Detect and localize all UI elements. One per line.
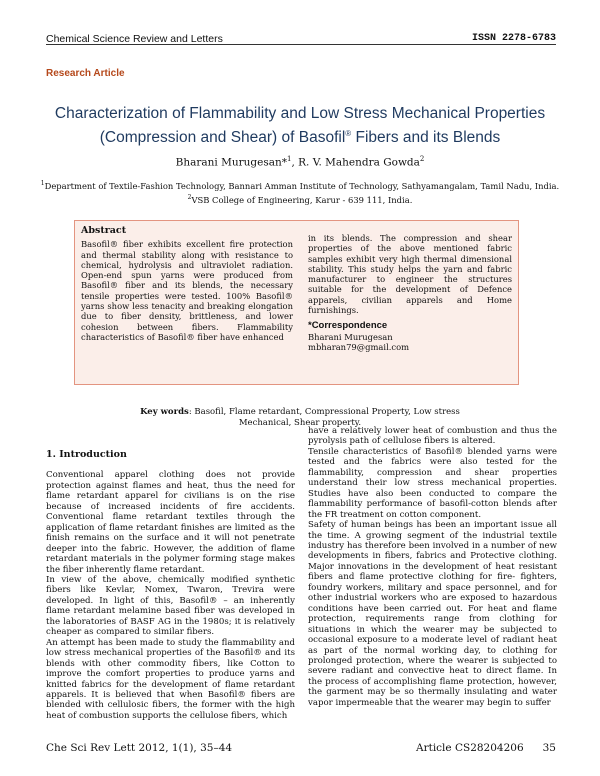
author-list: Bharani Murugesan*$^1$, R. V. Mahendra Gowda$^2$ [175, 155, 425, 169]
paragraph: Conventional apparel clothing does not provide protection against flames and heat, thus the need for flame retardant apparel for civilians is on the rise because of increased incidents of fire accidents. Conventional flame retardant textiles through the application of flame retardant finishes are limited as the finish remains on the surface and it will not penetrate deeper into the fabric. However, the addition of flame retardant materials in the polymer forming stage makes the fiber inherently flame retardant. [46, 470, 295, 575]
abstract-box [74, 220, 519, 385]
paragraph: An attempt has been made to study the flammability and low stress mechanical properties of the Basofil® and its blends with other commodity fibers, like Cotton to improve the comfort properties to produce yarns and knitted fabrics for the development of flame retardant apparels. It is believed that when Basofil® fibers are blended with cellulosic fibers, the former with the high heat of combustion supports the cellulose fibers, which [46, 637, 295, 721]
title-line-1: Characterization of Flammability and Low Stress Mechanical Properties [54, 105, 546, 122]
section-heading-introduction: 1. Introduction [46, 449, 127, 460]
paragraph: have a relatively lower heat of combustion and thus the pyrolysis path of cellulose fibers is altered. [308, 426, 557, 447]
body-right-column [308, 426, 557, 708]
abstract-text-right: in its blends. The compression and shear properties of the above mentioned fabric samples exhibit very high thermal dimensional stability. This study helps the yarn and fabric manufacturer to engineer the structures suitable for the development of Defence apparels, civilian apparels and Home furnishings. [308, 233, 512, 316]
abstract-right-column [308, 233, 512, 352]
citation: Che Sci Rev Lett 2012, 1(1), 35–44 [46, 742, 233, 754]
paragraph: In view of the above, chemically modified synthetic fibers like Kevlar, Nomex, Twaron, Trevira were developed. In light of this, Basofil® – an inherently flame retardant melamine based fiber was developed in the laboratories of BASF AG in the 1980s; it is relatively cheaper as compared to similar fibers. [46, 574, 295, 638]
journal-name: Chemical Science Review and Letters [46, 33, 223, 45]
paragraph: Tensile characteristics of Basofil® blended yarns were tested and the fabrics were also tested for the flammability, compression and shear properties understand their low stress mechanical properties. Studies have also been conducted to compare the flammability performance of basofil-cotton blends after the FR treatment on cotton component. [308, 446, 557, 520]
body-left-column [46, 450, 295, 721]
abstract-left-column [81, 226, 293, 342]
header-rule [46, 44, 556, 45]
author-1: Bharani Murugesan* [175, 156, 287, 169]
correspondence-heading: *Correspondence [308, 320, 388, 332]
keywords-label: Key words [140, 407, 189, 417]
correspondence-name: Bharani Murugesan [308, 331, 393, 342]
correspondence-email[interactable]: mbharan79@gmail.com [308, 341, 410, 352]
page-number: 35 [542, 742, 556, 754]
affiliation-2: $^2$VSB College of Engineering, Karur - 639 111, India. [187, 194, 413, 205]
paragraph: Safety of human beings has been an important issue all the time. A growing segment of the industrial textile industry has therefore been involved in a number of new developments in fibers, fabrics and Protective clothing. Major innovations in the development of heat resistant fibers and flame protective clothing for fire- fighters, foundry workers, military and space personnel, and for other industrial workers who are exposed to hazardous conditions have been carried out. For heat and flame protection, requirements range from clothing for situations in which the wearer may be subjected to occasional exposure to a moderate level of radiant heat as part of the normal working day, to clothing for prolonged protection, where the wearer is subjected to severe radiant and convective heat to direct flame. In the process of accomplishing flame protection, however, the garment may be so thermally insulating and water vapor impermeable that the wearer may begin to suffer [308, 520, 557, 708]
running-header [46, 24, 556, 45]
author-2: R. V. Mahendra Gowda [298, 156, 420, 169]
article-type-label: Research Article [46, 68, 125, 79]
title-line-2: (Compression and Shear) of Basofil® Fibers and its Blends [99, 129, 501, 147]
abstract-text-left: Basofil® fiber exhibits excellent fire protection and thermal stability along with resistance to chemical, hydrolysis and ultraviolet radiation. Open-end spun yarns were produced from Basofil® fiber and its blends, the necessary tensile properties were tested. 100% Basofil® yarns show less tenacity and breaking elongation due to fiber density, brittleness, and lower cohesion between fibers. Flammability characteristics of Basofil® fiber have enhanced [81, 239, 293, 342]
abstract-heading: Abstract [81, 225, 127, 236]
article-number: Article CS28204206 [416, 742, 524, 754]
issn: ISSN 2278-6783 [471, 33, 556, 44]
affiliation-1: $^1$Department of Textile-Fashion Technology, Bannari Amman Institute of Technology, Sathyamangalam, Tamil Nadu, India. [40, 180, 560, 191]
paper-title [40, 104, 560, 148]
keywords-text: : Basofil, Flame retardant, Compressional Property, Low stress Mechanical, Shear property. [188, 407, 460, 428]
